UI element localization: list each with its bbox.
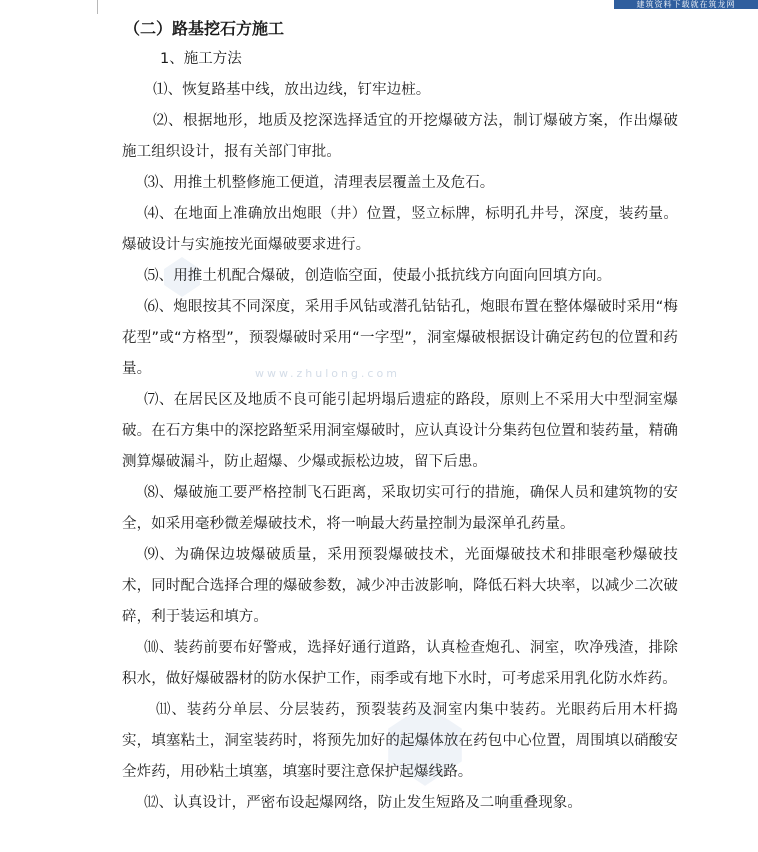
paragraph-11: ⑾、装药分单层、分层装药，预裂装药及洞室内集中装药。光眼药后用木杆捣实，填塞粘土，洞室装药时，将预先加好的起爆体放在药包中心位置，周围填以硝酸安全炸药，用砂粘土填塞，填塞时要注意保护起爆线路。 [122,702,678,780]
paragraph-4: ⑷、在地面上准确放出炮眼（井）位置，竖立标牌，标明孔井号，深度，装药量。爆破设计与实施按光面爆破要求进行。 [122,206,678,253]
paragraph-8: ⑻、爆破施工要严格控制飞石距离，采取切实可行的措施，确保人员和建筑物的安全，如采用毫秒微差爆破技术，将一响最大药量控制为最深单孔药量。 [122,485,678,532]
paragraph-5: ⑸、用推土机配合爆破，创造临空面，使最小抵抗线方向面向回填方向。 [144,268,612,284]
paragraph-7: ⑺、在居民区及地质不良可能引起坍塌后遗症的路段，原则上不采用大中型洞室爆破。在石方集中的深挖路堑采用洞室爆破时，应认真设计分集药包位置和装药量，精确测算爆破漏斗，防止超爆、少爆或振松边坡，留下后患。 [122,392,678,470]
paragraph-6: ⑹、炮眼按其不同深度，采用手风钻或潜孔钻钻孔，炮眼布置在整体爆破时采用“梅花型”或“方格型”，预裂爆破时采用“一字型”，洞室爆破根据设计确定药包的位置和药量。 [122,299,678,377]
paragraph-1: ⑴、恢复路基中线，放出边线，钉牢边桩。 [153,82,431,98]
watermark-url: www.zhulong.com [255,369,400,379]
paragraph-2: ⑵、根据地形，地质及挖深选择适宜的开挖爆破方法，制订爆破方案，作出爆破施工组织设计，报有关部门审批。 [122,113,678,160]
section-title: （二）路基挖石方施工 [124,19,285,38]
paragraph-12: ⑿、认真设计，严密布设起爆网络，防止发生短路及二响重叠现象。 [144,795,582,811]
watermark-banner: 建筑资料下载就在筑龙网 [614,0,758,9]
document-body [122,13,678,819]
subsection-title: 1、施工方法 [160,51,242,67]
paragraph-3: ⑶、用推土机整修施工便道，清理表层覆盖土及危石。 [144,175,495,191]
page-margin-marker [97,0,98,14]
paragraph-9: ⑼、为确保边坡爆破质量，采用预裂爆破技术，光面爆破技术和排眼毫秒爆破技术，同时配合选择合理的爆破参数，减少冲击波影响，降低石料大块率，以减少二次破碎，利于装运和填方。 [122,547,678,625]
paragraph-10: ⑽、装药前要布好警戒，选择好通行道路，认真检查炮孔、洞室，吹净残渣，排除积水，做好爆破器材的防水保护工作，雨季或有地下水时，可考虑采用乳化防水炸药。 [122,640,678,687]
